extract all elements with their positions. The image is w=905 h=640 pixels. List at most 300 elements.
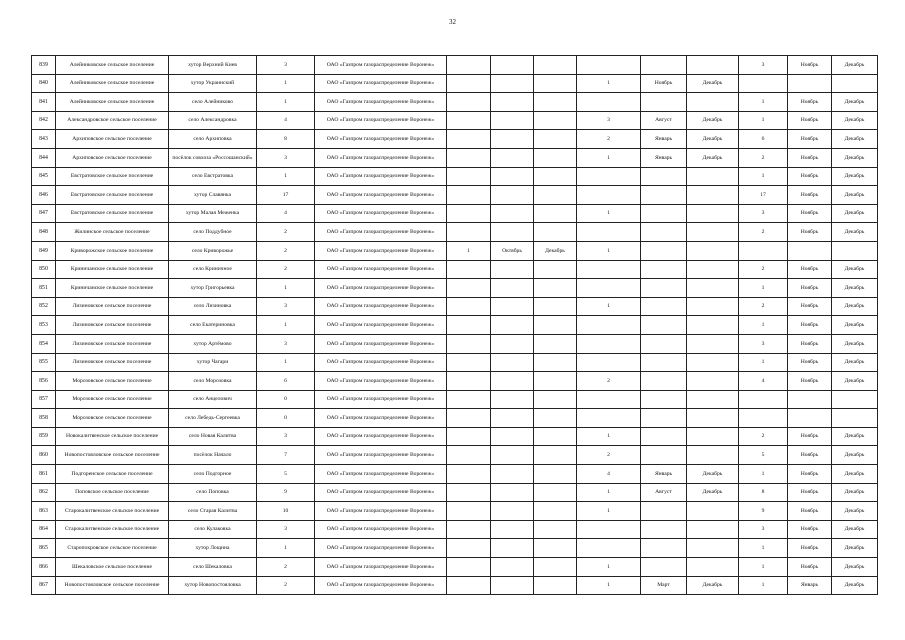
cell-c2-count: 1 [577,576,641,595]
cell-c2-start [641,93,687,112]
cell-locality: хутор Лощина [169,539,257,558]
cell-c3-end: Декабрь [832,465,878,484]
cell-total-count: 2 [257,223,315,242]
cell-c1-start [491,130,534,149]
cell-c2-end [687,446,739,465]
cell-c3-start: Ноябрь [788,279,832,298]
cell-row-number: 855 [32,353,56,372]
cell-c3-end: Декабрь [832,539,878,558]
cell-c3-count: 2 [739,223,788,242]
cell-c2-count [577,260,641,279]
cell-row-number: 851 [32,279,56,298]
cell-c2-start [641,204,687,223]
cell-c1-end [534,279,577,298]
cell-locality: село Поповка [169,483,257,502]
cell-c2-start: Август [641,483,687,502]
cell-c2-count: 1 [577,241,641,260]
cell-c1-end [534,558,577,577]
cell-total-count: 3 [257,297,315,316]
cell-c1-count [447,130,491,149]
table-row [32,539,878,558]
cell-locality: хутор Украинский [169,74,257,93]
cell-locality: посёлок совхоза «Россошанский» [169,148,257,167]
cell-c1-end [534,334,577,353]
cell-c3-count: 1 [739,167,788,186]
cell-c2-start: Ноябрь [641,74,687,93]
cell-c2-start [641,502,687,521]
cell-c3-start: Ноябрь [788,56,832,75]
cell-c2-start [641,409,687,428]
cell-c2-start [641,558,687,577]
cell-c1-start [491,372,534,391]
table-row [32,279,878,298]
cell-c2-count [577,539,641,558]
cell-c1-end [534,576,577,595]
cell-locality: село Лизиновка [169,297,257,316]
cell-total-count: 1 [257,353,315,372]
cell-settlement: Евстратовское сельское поселение [56,204,169,223]
cell-c1-start [491,576,534,595]
cell-c2-end: Декабрь [687,74,739,93]
cell-c1-count [447,427,491,446]
cell-organization: ОАО «Газпром газораспределение Воронеж» [315,576,447,595]
cell-row-number: 850 [32,260,56,279]
cell-c1-count [447,390,491,409]
cell-c3-start: Ноябрь [788,483,832,502]
cell-c1-count [447,465,491,484]
cell-c1-start [491,502,534,521]
cell-total-count: 5 [257,465,315,484]
table-row [32,148,878,167]
cell-c1-start [491,390,534,409]
cell-c2-count: 1 [577,427,641,446]
cell-c2-count: 1 [577,148,641,167]
cell-total-count: 6 [257,372,315,391]
cell-c2-end [687,372,739,391]
cell-locality: село Поддубное [169,223,257,242]
cell-c2-count: 2 [577,446,641,465]
cell-c2-end [687,186,739,205]
cell-settlement: Криничанское сельское поселение [56,260,169,279]
cell-c1-count [447,372,491,391]
cell-c2-count [577,409,641,428]
table-row [32,502,878,521]
cell-c1-end [534,539,577,558]
cell-locality: село Криворожье [169,241,257,260]
cell-organization: ОАО «Газпром газораспределение Воронеж» [315,186,447,205]
table-row [32,427,878,446]
cell-c3-end: Декабрь [832,223,878,242]
cell-locality: хутор Чагари [169,353,257,372]
cell-organization: ОАО «Газпром газораспределение Воронеж» [315,167,447,186]
cell-locality: село Новая Калитва [169,427,257,446]
cell-c2-end [687,353,739,372]
cell-c1-start [491,56,534,75]
cell-c2-end [687,93,739,112]
cell-c2-count: 1 [577,204,641,223]
cell-c1-end [534,167,577,186]
cell-c2-start [641,427,687,446]
cell-c3-end: Декабрь [832,260,878,279]
table-row [32,483,878,502]
cell-settlement: Лизиновское сельское поселение [56,316,169,335]
cell-c1-count [447,316,491,335]
cell-settlement: Старопокровское сельское поселение [56,539,169,558]
cell-c2-start [641,223,687,242]
cell-c3-count: 1 [739,539,788,558]
cell-total-count: 2 [257,241,315,260]
cell-total-count: 8 [257,130,315,149]
cell-organization: ОАО «Газпром газораспределение Воронеж» [315,409,447,428]
cell-c3-start: Ноябрь [788,111,832,130]
cell-total-count: 1 [257,167,315,186]
cell-c2-end: Декабрь [687,483,739,502]
cell-c1-count [447,167,491,186]
cell-c2-count: 4 [577,465,641,484]
cell-c3-count: 1 [739,353,788,372]
cell-row-number: 854 [32,334,56,353]
cell-c2-start [641,520,687,539]
cell-settlement: Криворожское сельское поселение [56,241,169,260]
cell-c3-start: Ноябрь [788,148,832,167]
cell-locality: хутор Артёмово [169,334,257,353]
cell-c3-start: Ноябрь [788,223,832,242]
cell-c1-start [491,353,534,372]
cell-c1-start [491,93,534,112]
cell-locality: село Екатериновка [169,316,257,335]
cell-total-count: 1 [257,539,315,558]
table-row [32,297,878,316]
cell-c1-start [491,334,534,353]
cell-c3-start: Ноябрь [788,260,832,279]
cell-c2-count: 2 [577,130,641,149]
cell-c2-end [687,167,739,186]
cell-c2-end [687,223,739,242]
cell-c3-end [832,390,878,409]
cell-locality: село Анцелович [169,390,257,409]
cell-total-count: 0 [257,409,315,428]
cell-c2-start [641,334,687,353]
cell-locality: село Кулаковка [169,520,257,539]
cell-c3-count: 4 [739,372,788,391]
table-row [32,390,878,409]
cell-c3-start: Ноябрь [788,186,832,205]
cell-c1-start [491,465,534,484]
cell-row-number: 863 [32,502,56,521]
cell-settlement: Старокалитвенское сельское поселение [56,502,169,521]
cell-total-count: 3 [257,520,315,539]
cell-locality: посёлок Начало [169,446,257,465]
cell-c2-end [687,316,739,335]
cell-c3-count: 2 [739,260,788,279]
cell-c3-count: 1 [739,111,788,130]
cell-settlement: Алейниковское сельское поселение [56,56,169,75]
cell-settlement: Архиповское сельское поселение [56,148,169,167]
cell-c1-end [534,223,577,242]
cell-c3-start: Ноябрь [788,502,832,521]
cell-c3-end: Декабрь [832,502,878,521]
cell-row-number: 840 [32,74,56,93]
cell-organization: ОАО «Газпром газораспределение Воронеж» [315,520,447,539]
cell-locality: село Евстратовка [169,167,257,186]
cell-settlement: Александровское сельское поселение [56,111,169,130]
cell-row-number: 848 [32,223,56,242]
cell-c3-end: Декабрь [832,427,878,446]
table-row [32,520,878,539]
cell-c3-count [739,390,788,409]
cell-c2-start [641,372,687,391]
cell-c3-count [739,74,788,93]
cell-c3-count: 2 [739,427,788,446]
cell-organization: ОАО «Газпром газораспределение Воронеж» [315,390,447,409]
cell-c1-start [491,279,534,298]
cell-organization: ОАО «Газпром газораспределение Воронеж» [315,334,447,353]
cell-c3-start [788,409,832,428]
cell-c1-count [447,279,491,298]
cell-c3-count: 6 [739,130,788,149]
cell-c1-count [447,260,491,279]
cell-c3-end: Декабрь [832,353,878,372]
cell-c2-end [687,204,739,223]
cell-row-number: 845 [32,167,56,186]
cell-c3-count: 3 [739,334,788,353]
cell-organization: ОАО «Газпром газораспределение Воронеж» [315,204,447,223]
cell-row-number: 862 [32,483,56,502]
cell-organization: ОАО «Газпром газораспределение Воронеж» [315,279,447,298]
table-row [32,334,878,353]
cell-c3-count: 1 [739,93,788,112]
cell-row-number: 864 [32,520,56,539]
cell-row-number: 846 [32,186,56,205]
cell-organization: ОАО «Газпром газораспределение Воронеж» [315,111,447,130]
cell-c3-count: 1 [739,465,788,484]
cell-c1-start [491,539,534,558]
cell-total-count: 3 [257,427,315,446]
cell-c3-start: Ноябрь [788,372,832,391]
cell-c2-end [687,334,739,353]
cell-settlement: Шекаловское сельское поселение [56,558,169,577]
cell-row-number: 867 [32,576,56,595]
cell-row-number: 844 [32,148,56,167]
cell-c3-end: Декабрь [832,148,878,167]
page-number: 32 [449,18,456,26]
cell-total-count: 9 [257,483,315,502]
cell-c3-end: Декабрь [832,130,878,149]
cell-row-number: 861 [32,465,56,484]
cell-organization: ОАО «Газпром газораспределение Воронеж» [315,93,447,112]
cell-settlement: Лизиновское сельское поселение [56,334,169,353]
cell-locality: хутор Малая Меженка [169,204,257,223]
cell-organization: ОАО «Газпром газораспределение Воронеж» [315,465,447,484]
cell-c1-end [534,130,577,149]
cell-row-number: 842 [32,111,56,130]
table-row [32,576,878,595]
cell-c1-end [534,446,577,465]
cell-c1-start [491,520,534,539]
cell-c2-end [687,56,739,75]
cell-organization: ОАО «Газпром газораспределение Воронеж» [315,539,447,558]
cell-locality: хутор Славянка [169,186,257,205]
cell-row-number: 843 [32,130,56,149]
cell-locality: село Морозовка [169,372,257,391]
cell-settlement: Поповское сельское поселение [56,483,169,502]
table-row [32,186,878,205]
table-row [32,465,878,484]
cell-total-count: 0 [257,390,315,409]
cell-c3-count: 5 [739,446,788,465]
cell-c1-start [491,483,534,502]
cell-c1-count [447,297,491,316]
cell-c3-end: Декабрь [832,446,878,465]
cell-c1-count [447,148,491,167]
cell-organization: ОАО «Газпром газораспределение Воронеж» [315,130,447,149]
cell-c2-start [641,353,687,372]
cell-c1-count [447,186,491,205]
cell-settlement: Новопостояловское сельское поселение [56,446,169,465]
cell-c1-start [491,204,534,223]
cell-c1-end [534,483,577,502]
cell-c3-start: Ноябрь [788,334,832,353]
cell-c1-start [491,74,534,93]
cell-c1-start [491,167,534,186]
cell-total-count: 2 [257,260,315,279]
cell-locality: село Архиповка [169,130,257,149]
cell-c3-count: 1 [739,558,788,577]
cell-c2-end [687,241,739,260]
cell-c2-start [641,390,687,409]
cell-c1-end [534,186,577,205]
cell-c1-end [534,74,577,93]
cell-c1-start [491,446,534,465]
cell-locality: село Алейниково [169,93,257,112]
cell-c2-count [577,520,641,539]
table-row [32,167,878,186]
cell-c3-count: 17 [739,186,788,205]
cell-organization: ОАО «Газпром газораспределение Воронеж» [315,446,447,465]
cell-c3-count: 2 [739,148,788,167]
cell-c2-end [687,297,739,316]
cell-c3-end: Декабрь [832,111,878,130]
cell-c3-end: Декабрь [832,334,878,353]
cell-c2-count: 3 [577,111,641,130]
cell-row-number: 853 [32,316,56,335]
cell-c1-end [534,56,577,75]
cell-settlement: Старокалитвенское сельское поселение [56,520,169,539]
cell-c1-count [447,446,491,465]
cell-c1-start [491,260,534,279]
cell-c3-count: 1 [739,576,788,595]
cell-c1-start [491,558,534,577]
table-row [32,260,878,279]
cell-c2-start [641,260,687,279]
cell-organization: ОАО «Газпром газораспределение Воронеж» [315,56,447,75]
table-row [32,353,878,372]
cell-row-number: 866 [32,558,56,577]
cell-settlement: Морозовское сельское поселение [56,372,169,391]
cell-c1-count [447,539,491,558]
cell-c1-count [447,56,491,75]
cell-c3-start: Ноябрь [788,520,832,539]
cell-organization: ОАО «Газпром газораспределение Воронеж» [315,353,447,372]
cell-c3-count: 2 [739,297,788,316]
cell-c1-start [491,223,534,242]
cell-c3-count: 1 [739,316,788,335]
cell-c3-start [788,390,832,409]
cell-c1-start [491,409,534,428]
cell-c1-end [534,502,577,521]
cell-settlement: Новокалитвенское сельское поселение [56,427,169,446]
cell-settlement: Морозовское сельское поселение [56,409,169,428]
cell-c3-count: 3 [739,204,788,223]
cell-total-count: 2 [257,576,315,595]
cell-c2-count [577,93,641,112]
cell-locality: село Шекаловка [169,558,257,577]
cell-settlement: Алейниковское сельское поселение [56,93,169,112]
cell-c3-count [739,241,788,260]
cell-c2-start [641,446,687,465]
cell-c1-end [534,353,577,372]
cell-c3-count: 1 [739,279,788,298]
cell-c2-start: Январь [641,148,687,167]
cell-c3-count: 3 [739,520,788,539]
cell-c1-count [447,576,491,595]
cell-c3-start: Январь [788,576,832,595]
cell-row-number: 847 [32,204,56,223]
cell-c1-count [447,483,491,502]
cell-c3-start: Ноябрь [788,316,832,335]
cell-c2-end [687,409,739,428]
cell-c1-end [534,372,577,391]
cell-total-count: 4 [257,111,315,130]
cell-c3-count: 9 [739,502,788,521]
cell-c2-end [687,279,739,298]
cell-locality: село Криничное [169,260,257,279]
cell-c3-end: Декабрь [832,316,878,335]
cell-c2-start: Январь [641,465,687,484]
cell-c1-count [447,93,491,112]
cell-c2-count [577,279,641,298]
cell-c1-count [447,223,491,242]
cell-locality: село Лебедь-Сергеевка [169,409,257,428]
cell-c3-end: Декабрь [832,186,878,205]
cell-c1-count [447,74,491,93]
cell-c1-count [447,502,491,521]
cell-total-count: 10 [257,502,315,521]
cell-c3-end: Декабрь [832,204,878,223]
cell-c3-end [832,74,878,93]
cell-c2-count: 1 [577,74,641,93]
cell-locality: хутор Верхний Киев [169,56,257,75]
cell-settlement: Криничанское сельское поселение [56,279,169,298]
cell-c1-start [491,316,534,335]
cell-settlement: Жилинское сельское поселение [56,223,169,242]
cell-total-count: 2 [257,558,315,577]
cell-c3-start: Ноябрь [788,446,832,465]
cell-row-number: 856 [32,372,56,391]
cell-c3-start: Ноябрь [788,130,832,149]
cell-total-count: 1 [257,93,315,112]
cell-c2-count [577,186,641,205]
cell-organization: ОАО «Газпром газораспределение Воронеж» [315,148,447,167]
cell-total-count: 1 [257,74,315,93]
cell-c1-start [491,111,534,130]
cell-row-number: 865 [32,539,56,558]
table-row [32,93,878,112]
cell-c1-start [491,297,534,316]
cell-c2-end: Декабрь [687,465,739,484]
cell-organization: ОАО «Газпром газораспределение Воронеж» [315,316,447,335]
cell-c3-end: Декабрь [832,520,878,539]
